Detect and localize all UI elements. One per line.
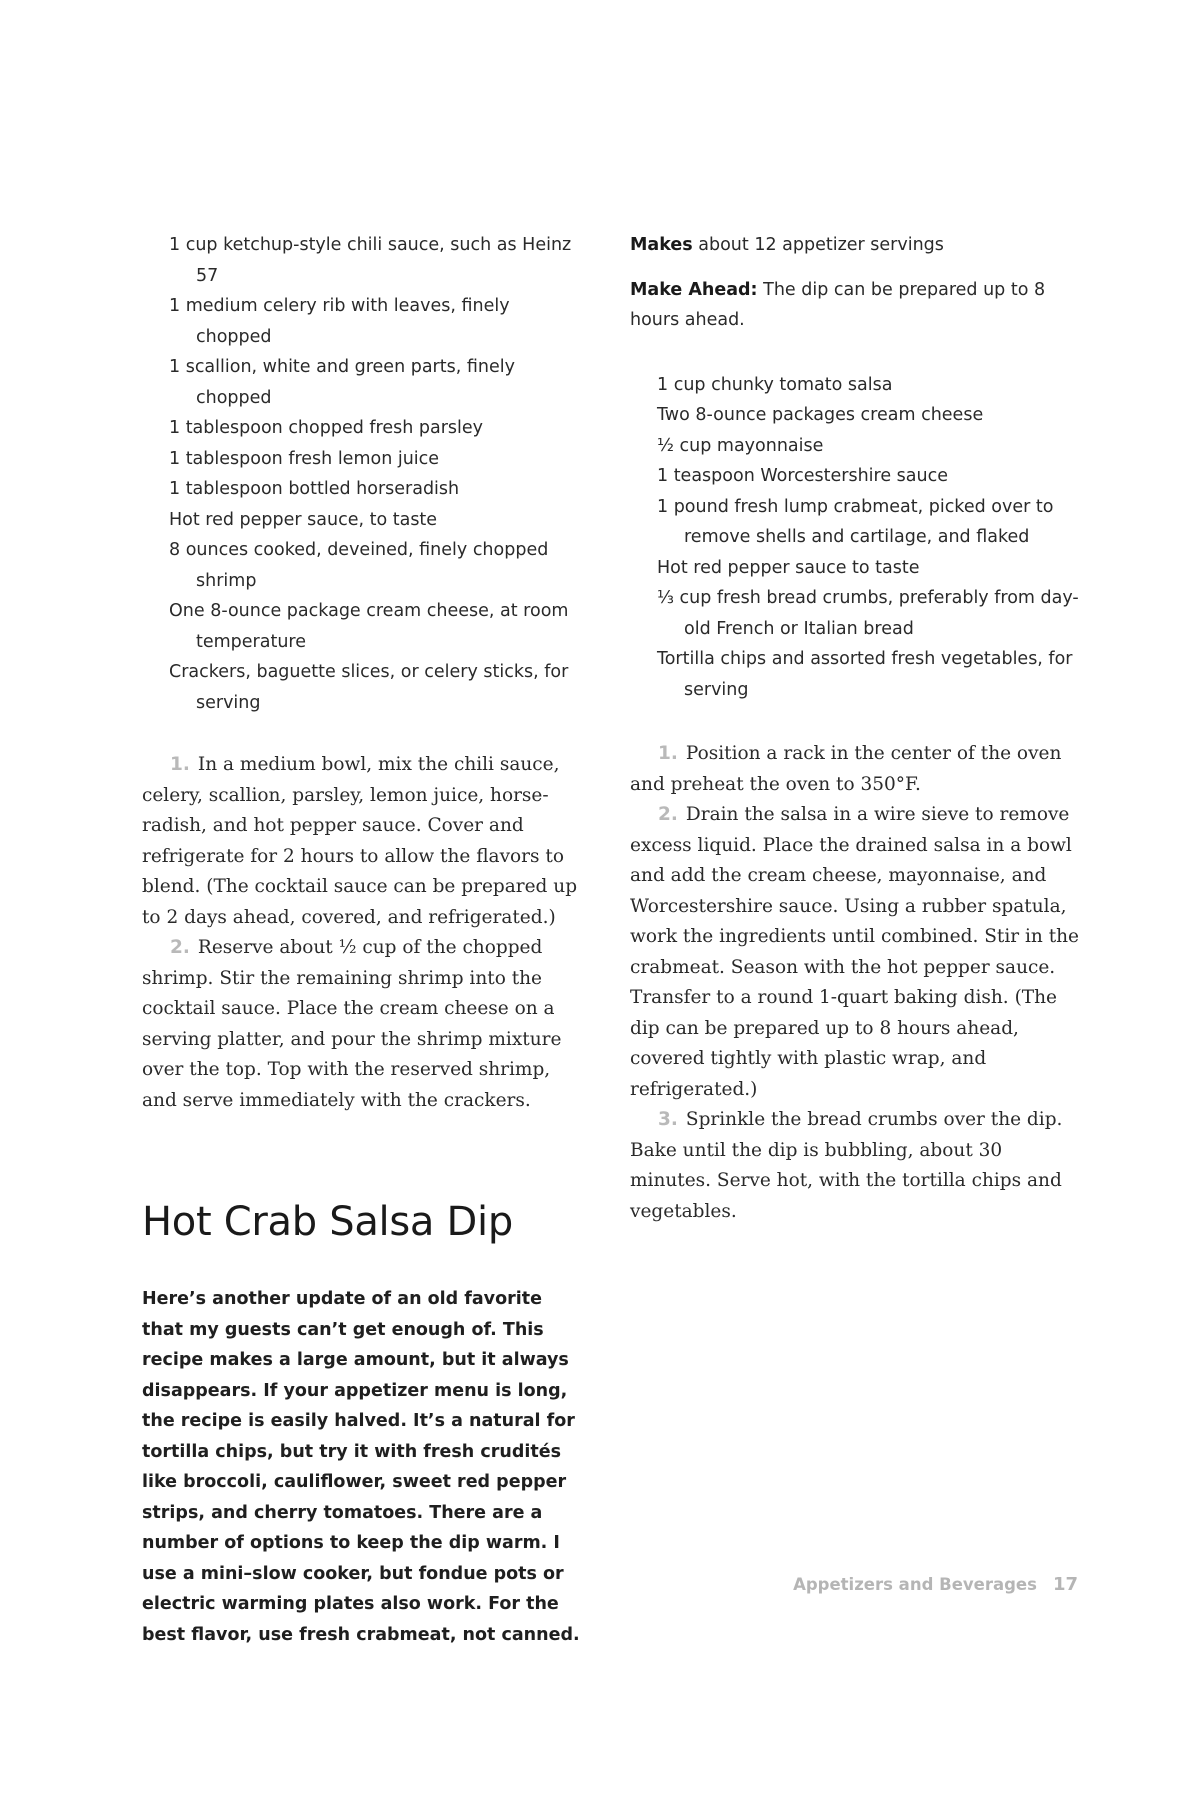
yield-label: Makes [630, 235, 693, 255]
running-section-title: Appetizers and Beverages [793, 1575, 1037, 1594]
ingredient-item: Hot red pepper sauce to taste [657, 557, 920, 578]
make-ahead-text: The dip can be prepared up to 8 hours ahead. [630, 279, 1046, 330]
ingredient-item: 1 teaspoon Worcestershire sauce [657, 466, 948, 486]
right-column [630, 230, 1080, 1227]
ingredient-item: 1 medium celery rib with leaves, finely chopped [169, 296, 510, 347]
recipe-headnote: Here’s another update of an old favorite that my guests can’t get enough of. This recipe makes a large amount, but it always disappears. If your appetizer menu is long, the recipe is easily halved. It’s a natural for tortilla chips, but try it with fresh crudités like broccoli, cauliflower, sweet red pepper strips, and cherry tomatoes. There are a number of options to keep the dip warm. I use a mini–slow cooker, but fondue pots or electric warming plates also work. For the best flavor, use fresh crabmeat, not canned. [142, 1289, 580, 1645]
step-number: 1. [170, 754, 190, 775]
ingredient-item: 1 tablespoon fresh lemon juice [169, 448, 440, 469]
step-text: Sprinkle the bread crumbs over the dip. Bake until the dip is bubbling, about 30 minutes. Serve hot, with the tortilla chips and vegetables. [630, 1109, 1063, 1222]
ingredient-item: 1 cup ketchup-style chili sauce, such as Heinz 57 [169, 235, 572, 286]
step-text: Reserve about ½ cup of the chopped shrimp. Stir the remaining shrimp into the cocktail sauce. Place the cream cheese on a serving platter, and pour the shrimp mixture over the top. Top with the reserved shrimp, and serve immediately with the crackers. [142, 937, 562, 1111]
left-column [142, 230, 588, 1650]
step-number: 3. [658, 1109, 678, 1130]
ingredient-item: Tortilla chips and assorted fresh vegetables, for serving [657, 649, 1073, 700]
method-step [630, 800, 1080, 1105]
ingredient-item: Crackers, baguette slices, or celery sticks, for serving [169, 662, 569, 713]
step-text: Drain the salsa in a wire sieve to remove excess liquid. Place the drained salsa in a bowl and add the cream cheese, mayonnaise, and Worcestershire sauce. Using a rubber spatula, work the ingredients until combined. Stir in the crabmeat. Season with the hot pepper sauce. Transfer to a round 1-quart baking dish. (The dip can be prepared up to 8 hours ahead, covered tightly with plastic wrap, and refrigerated.) [630, 804, 1079, 1100]
ingredient-item: 8 ounces cooked, deveined, finely chopped shrimp [169, 540, 549, 591]
step-number: 2. [170, 937, 190, 958]
crab-ingredient-list [630, 370, 1080, 706]
ingredient-item: 1 cup chunky tomato salsa [657, 374, 893, 395]
shrimp-method-steps [142, 750, 588, 1116]
ingredient-item: One 8-ounce package cream cheese, at room temperature [169, 601, 569, 652]
method-step [630, 1105, 1080, 1227]
crab-method-steps [630, 739, 1080, 1227]
step-text: In a medium bowl, mix the chili sauce, celery, scallion, parsley, lemon juice, horse-radish, and hot pepper sauce. Cover and refrigerate for 2 hours to allow the flavors to blend. (The cocktail sauce can be prepared up to 2 days ahead, covered, and refrigerated.) [142, 754, 578, 928]
method-step [142, 750, 588, 933]
step-number: 1. [658, 743, 678, 764]
make-ahead-label: Make Ahead: [630, 279, 758, 300]
make-ahead-note [630, 275, 1080, 336]
method-step [630, 739, 1080, 800]
ingredient-item: ½ cup mayonnaise [657, 435, 824, 456]
ingredient-item: Two 8-ounce packages cream cheese [657, 405, 984, 425]
yield-text: about 12 appetizer servings [698, 235, 944, 255]
method-step [142, 933, 588, 1116]
recipe-title: Hot Crab Salsa Dip [142, 1199, 513, 1245]
ingredient-item: 1 scallion, white and green parts, finely chopped [169, 357, 515, 408]
step-text: Position a rack in the center of the oven and preheat the oven to 350°F. [630, 743, 1062, 795]
ingredient-item: 1 pound fresh lump crabmeat, picked over to remove shells and cartilage, and flaked [657, 496, 1054, 547]
ingredient-item: ⅓ cup fresh bread crumbs, preferably from day-old French or Italian bread [657, 588, 1079, 639]
ingredient-item: Hot red pepper sauce, to taste [169, 509, 438, 530]
recipe-yield [630, 230, 1080, 261]
page-footer [793, 1574, 1078, 1595]
shrimp-ingredient-list [142, 230, 588, 718]
ingredient-item: 1 tablespoon bottled horseradish [169, 479, 460, 499]
ingredient-item: 1 tablespoon chopped fresh parsley [169, 418, 484, 438]
page-number: 17 [1052, 1574, 1078, 1595]
step-number: 2. [658, 804, 678, 825]
